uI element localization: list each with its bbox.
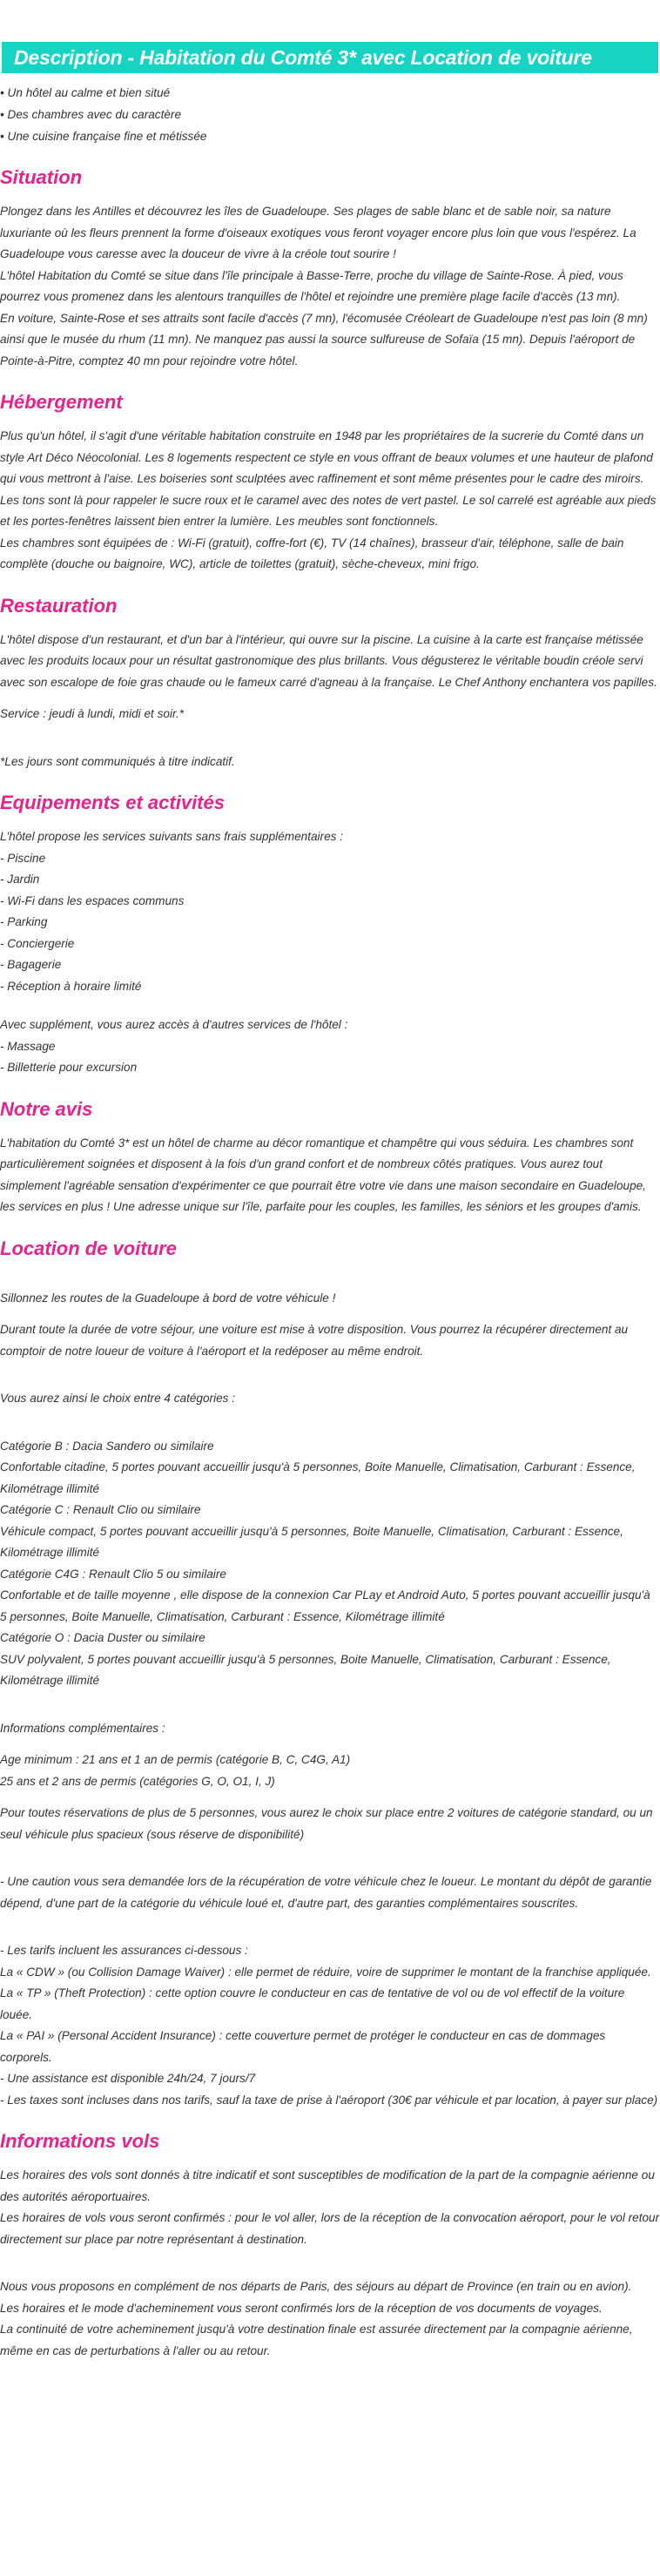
equipements-intro: L'hôtel propose les services suivants sans frais supplémentaires : — [0, 830, 343, 843]
list-item: - Réception à horaire limité — [0, 979, 142, 993]
location-categories: Catégorie B : Dacia Sandero ou similaire Confortable citadine, 5 portes pouvant accueillir jusqu'à 5 personnes, Boite Manuelle, Climatisation, Carburant : Essence, Kilométrage illimité Catégorie C : Renault Clio ou similaire Véhicule compact, 5 portes pouvant accueillir jusqu'à 5 personnes, Boite Manuelle, Climatisation, Carburant : Essence, Kilométrage illimité Catégorie C4G : Renault Clio 5 ou similaire Confortable et de taille moyenne , elle dispose de la connexion Car PLay et Android Auto, 5 portes pouvant accueillir jusqu'à 5 personnes, Boite Manuelle, Climatisation, Carburant : Essence, Kilométrage illimité Catégorie O : Dacia Duster ou similaire SUV polyvalent, 5 portes pouvant accueillir jusqu'à 5 personnes, Boite Manuelle, Climatisation, Carburant : Essence, Kilométrage illimité — [0, 1439, 650, 1687]
restauration-text: L'hôtel dispose d'un restaurant, et d'un bar à l'intérieur, qui ouvre sur la piscine. La cuisine à la carte est française métissée avec les produits locaux pour un résultat gastronomique des plus brillants. Vous dégusterez le véritable boudin créole servi avec son escalope de foie gras chaude ou le fameux carré d'agneau à la française. Le Chef Anthony enchantera vos papilles. — [0, 632, 657, 689]
vols-text: Les horaires des vols sont donnés à titre indicatif et sont susceptibles de modification de la part de la compagnie aérienne ou des autorités aéroportuaires. Les horaires de vols vous seront confirmés : pour le vol aller, lors de la réception de la convocation aéroport, pour le vol retour directement sur place par notre représentant à destination. — [0, 2168, 660, 2246]
location-age: Age minimum : 21 ans et 1 an de permis (catégorie B, C, C4G, A1) 25 ans et 2 ans de permis (catégories G, O, O1, I, J) — [0, 1753, 351, 1788]
list-item: - Piscine — [0, 851, 46, 865]
section-title-situation: Situation — [0, 166, 83, 188]
avis-text: L'habitation du Comté 3* est un hôtel de charme au décor romantique et champêtre qui vous séduira. Les chambres sont particulièrement soignées et disposent à la fois d'un grand confort et de nombreux côtés pratiques. Vous aurez tout simplement l'agréable sensation d'expérimenter ce que pourrait être votre vie dans une maison secondaire en Guadeloupe, les services en plus ! Une adresse unique sur l'île, parfaite pour les couples, les familles, les séniors et les groupes d'amis. — [0, 1136, 646, 1213]
location-categories-intro: Vous aurez ainsi le choix entre 4 catégories : — [0, 1392, 236, 1405]
content — [0, 82, 660, 2362]
location-groups: Pour toutes réservations de plus de 5 personnes, vous aurez le choix sur place entre 2 voitures de catégorie standard, ou un seul véhicule plus spacieux (sous réserve de disponibilité) — [0, 1806, 653, 1841]
list-item: - Jardin — [0, 873, 40, 886]
location-description: Durant toute la durée de votre séjour, une voiture est mise à votre disposition. Vous pourrez la récupérer directement au comptoir de notre loueur de voiture à l'aéroport et la redéposer au même endroit. — [0, 1323, 629, 1358]
list-item: - Massage — [0, 1039, 56, 1053]
hebergement-text: Plus qu'un hôtel, il s'agit d'une véritable habitation construite en 1948 par les propriétaires de la sucrerie du Comté dans un style Art Déco Néocolonial. Les 8 logements respectent ce style en vous offrant de beaux volumes et une hauteur de plafond qui vous mettront à l'aise. Les boiseries sont sculptées avec raffinement et sont même présentes pour le cadre des miroirs. Les tons sont là pour rappeler le sucre roux et le caramel avec des notes de vert pastel. Le sol carrelé est agréable aux pieds et les portes-fenêtres laissent bien entrer la lumière. Les meubles sont fonctionnels. Les chambres sont équipées de : Wi-Fi (gratuit), coffre-fort (€), TV (14 chaînes), brasseur d'air, téléphone, salle de bain complète (douche ou baignoire, WC), article de toilettes (gratuit), sèche-cheveux, mini frigo. — [0, 429, 657, 570]
list-item: - Parking — [0, 915, 48, 928]
vols-province: Nous vous proposons en complément de nos départs de Paris, des séjours au départ de Province (en train ou en avion). Les horaires et le mode d'acheminement vous seront confirmés lors de la réception de vos documents de voyages. La continuité de votre acheminement jusqu'à votre destination finale est assurée directement par la compagnie aérienne, même en cas de perturbations à l'aller ou au retour. — [0, 2280, 633, 2357]
section-title-hebergement: Hébergement — [0, 391, 123, 413]
section-title-restauration: Restauration — [0, 594, 118, 617]
situation-text: Plongez dans les Antilles et découvrez les îles de Guadeloupe. Ses plages de sable blanc et de sable noir, sa nature luxuriante où les fleurs prennent la forme d'oiseaux exotiques vous feront voyager encore plus loin que vous l'espérez. La Guadeloupe vous caresse avec la douceur de vivre à la créole tout sourire ! L'hôtel Habitation du Comté se situe dans l'île principale à Basse-Terre, proche du village de Sainte-Rose. À pied, vous pourrez vous promenez dans les alentours tranquilles de l'hôtel et rejoindre une première plage facile d'accès (13 mn). En voiture, Sainte-Rose et ses attraits sont facile d'accès (7 mn), l'écomusée Créoleart de Guadeloupe n'est pas loin (8 mn) ainsi que le musée du rhum (11 mn). Ne manquez pas aussi la source sulfureuse de Sofaïa (15 mn). Depuis l'aéroport de Pointe-à-Pitre, comptez 40 mn pour rejoindre votre hôtel. — [0, 205, 648, 368]
banner-title: Description - Habitation du Comté 3* avec Location de voiture — [14, 45, 592, 69]
equipements-paid-intro: Avec supplément, vous aurez accès à d'autres services de l'hôtel : — [0, 1018, 348, 1031]
list-item: - Wi-Fi dans les espaces communs — [0, 894, 185, 907]
location-tarifs: - Les tarifs incluent les assurances ci-dessous : La « CDW » (ou Collision Damage Waiver) : elle permet de réduire, voire de supprimer le montant de la franchise appliquée. La « TP » (Theft Protection) : cette option couvre le conducteur en cas de tentative de vol ou de vol effectif de la voiture louée. La « PAI » (Personal Accident Insurance) : cette couverture permet de protéger le conducteur en cas de dommages corporels. - Une assistance est disponible 24h/24, 7 jours/7 - Les taxes sont incluses dans nos tarifs, sauf la taxe de prise à l'aéroport (30€ par véhicule et par location, à payer sur place) — [0, 1944, 658, 2107]
list-item: • Des chambres avec du caractère — [0, 108, 182, 121]
highlights-list — [0, 82, 660, 147]
list-item: • Un hôtel au calme et bien situé — [0, 86, 171, 99]
restauration-note: *Les jours sont communiqués à titre indicatif. — [0, 754, 235, 768]
section-title-vols: Informations vols — [0, 2130, 160, 2152]
location-intro: Sillonnez les routes de la Guadeloupe à bord de votre véhicule ! — [0, 1291, 336, 1305]
list-item: - Conciergerie — [0, 936, 75, 950]
list-item: - Bagagerie — [0, 958, 62, 971]
section-title-equipements: Equipements et activités — [0, 792, 225, 813]
location-info-title: Informations complémentaires : — [0, 1721, 165, 1735]
location-caution: - Une caution vous sera demandée lors de la récupération de votre véhicule chez le loueur. Le montant du dépôt de garantie dépend, d'une part de la catégorie du véhicule loué et, d'autre part, des garanties complémentaires souscrites. — [0, 1875, 652, 1910]
description-banner — [2, 42, 658, 73]
section-title-location: Location de voiture — [0, 1237, 177, 1259]
list-item: - Billetterie pour excursion — [0, 1061, 138, 1074]
list-item: • Une cuisine française fine et métissée — [0, 130, 207, 143]
restauration-service: Service : jeudi à lundi, midi et soir.* — [0, 707, 185, 720]
section-title-avis: Notre avis — [0, 1097, 93, 1120]
